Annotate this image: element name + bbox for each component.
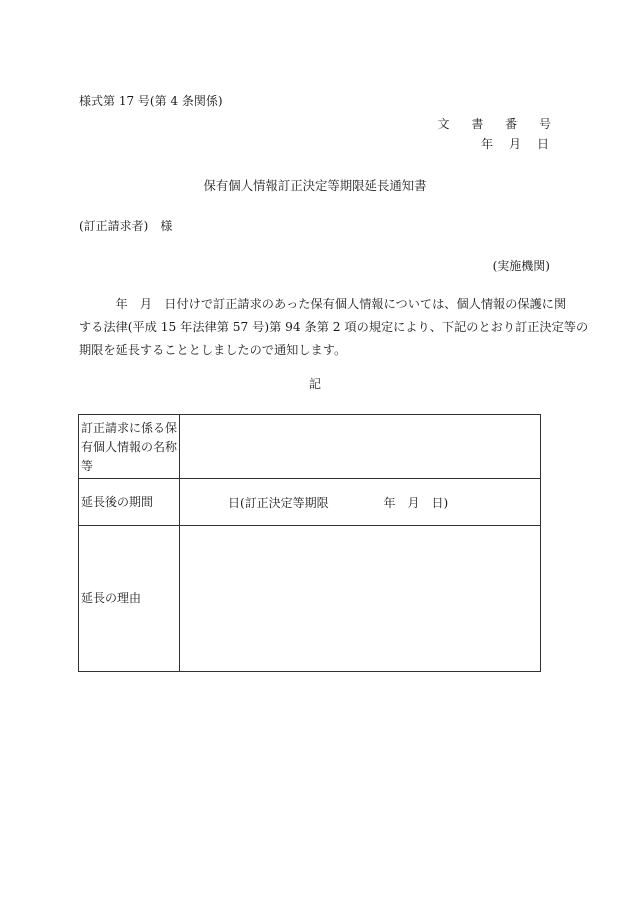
body-line-1: 年 月 日付けで訂正請求のあった保有個人情報については、個人情報の保護に関 bbox=[79, 297, 567, 311]
row-label-reason: 延長の理由 bbox=[79, 526, 180, 672]
body-line-3: 期限を延長することとしましたので通知します。 bbox=[79, 343, 347, 357]
date-line: 年 月 日 bbox=[480, 137, 551, 151]
document-number-label: 文 書 番 号 bbox=[437, 117, 560, 131]
row-value-extended-period bbox=[180, 479, 541, 526]
period-deadline-date: 年 月 日) bbox=[383, 495, 449, 510]
notice-table bbox=[78, 414, 541, 672]
row-value-reason bbox=[180, 526, 541, 672]
ki-heading: 記 bbox=[308, 377, 321, 391]
form-number: 様式第 17 号(第 4 条関係) bbox=[79, 94, 223, 108]
period-days-text: 日(訂正決定等期限 bbox=[228, 495, 329, 510]
row-label-extended-period: 延長後の期間 bbox=[79, 479, 180, 526]
agency-name: (実施機関) bbox=[492, 259, 550, 273]
document-title: 保有個人情報訂正決定等期限延長通知書 bbox=[203, 178, 427, 193]
addressee: (訂正請求者) 様 bbox=[79, 219, 173, 233]
row-value-info-name bbox=[180, 415, 541, 479]
row-label-info-name: 訂正請求に係る保有個人情報の名称等 bbox=[79, 415, 180, 479]
body-line-2: する法律(平成 15 年法律第 57 号)第 94 条第 2 項の規定により、下記のとおり訂正決定等の bbox=[79, 320, 589, 334]
